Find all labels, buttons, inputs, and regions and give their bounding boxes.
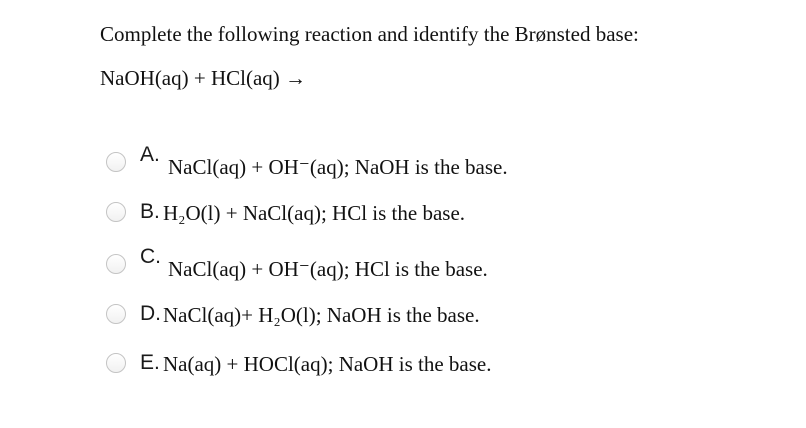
- option-d-text: NaCl(aq)+ H₂O(l); NaOH is the base.: [163, 303, 480, 327]
- reaction-equation: NaOH(aq) + HCl(aq) →: [100, 66, 307, 90]
- option-a-text: NaCl(aq) + OH⁻(aq); NaOH is the base.: [168, 155, 508, 179]
- question-prompt: Complete the following reaction and identify the Brønsted base:: [100, 22, 639, 46]
- option-e-letter: E.: [140, 351, 160, 374]
- option-e-text: Na(aq) + HOCl(aq); NaOH is the base.: [163, 352, 492, 376]
- option-b-letter: B.: [140, 200, 160, 223]
- option-d-radio[interactable]: [106, 304, 126, 324]
- option-c-radio[interactable]: [106, 254, 126, 274]
- option-e-radio[interactable]: [106, 353, 126, 373]
- option-b-text: H₂O(l) + NaCl(aq); HCl is the base.: [163, 201, 466, 225]
- option-c-letter: C.: [140, 245, 161, 268]
- option-d-letter: D.: [140, 302, 161, 325]
- option-a-letter: A.: [140, 143, 160, 166]
- option-a-radio[interactable]: [106, 152, 126, 172]
- option-c-text: NaCl(aq) + OH⁻(aq); HCl is the base.: [168, 257, 488, 281]
- option-b-radio[interactable]: [106, 202, 126, 222]
